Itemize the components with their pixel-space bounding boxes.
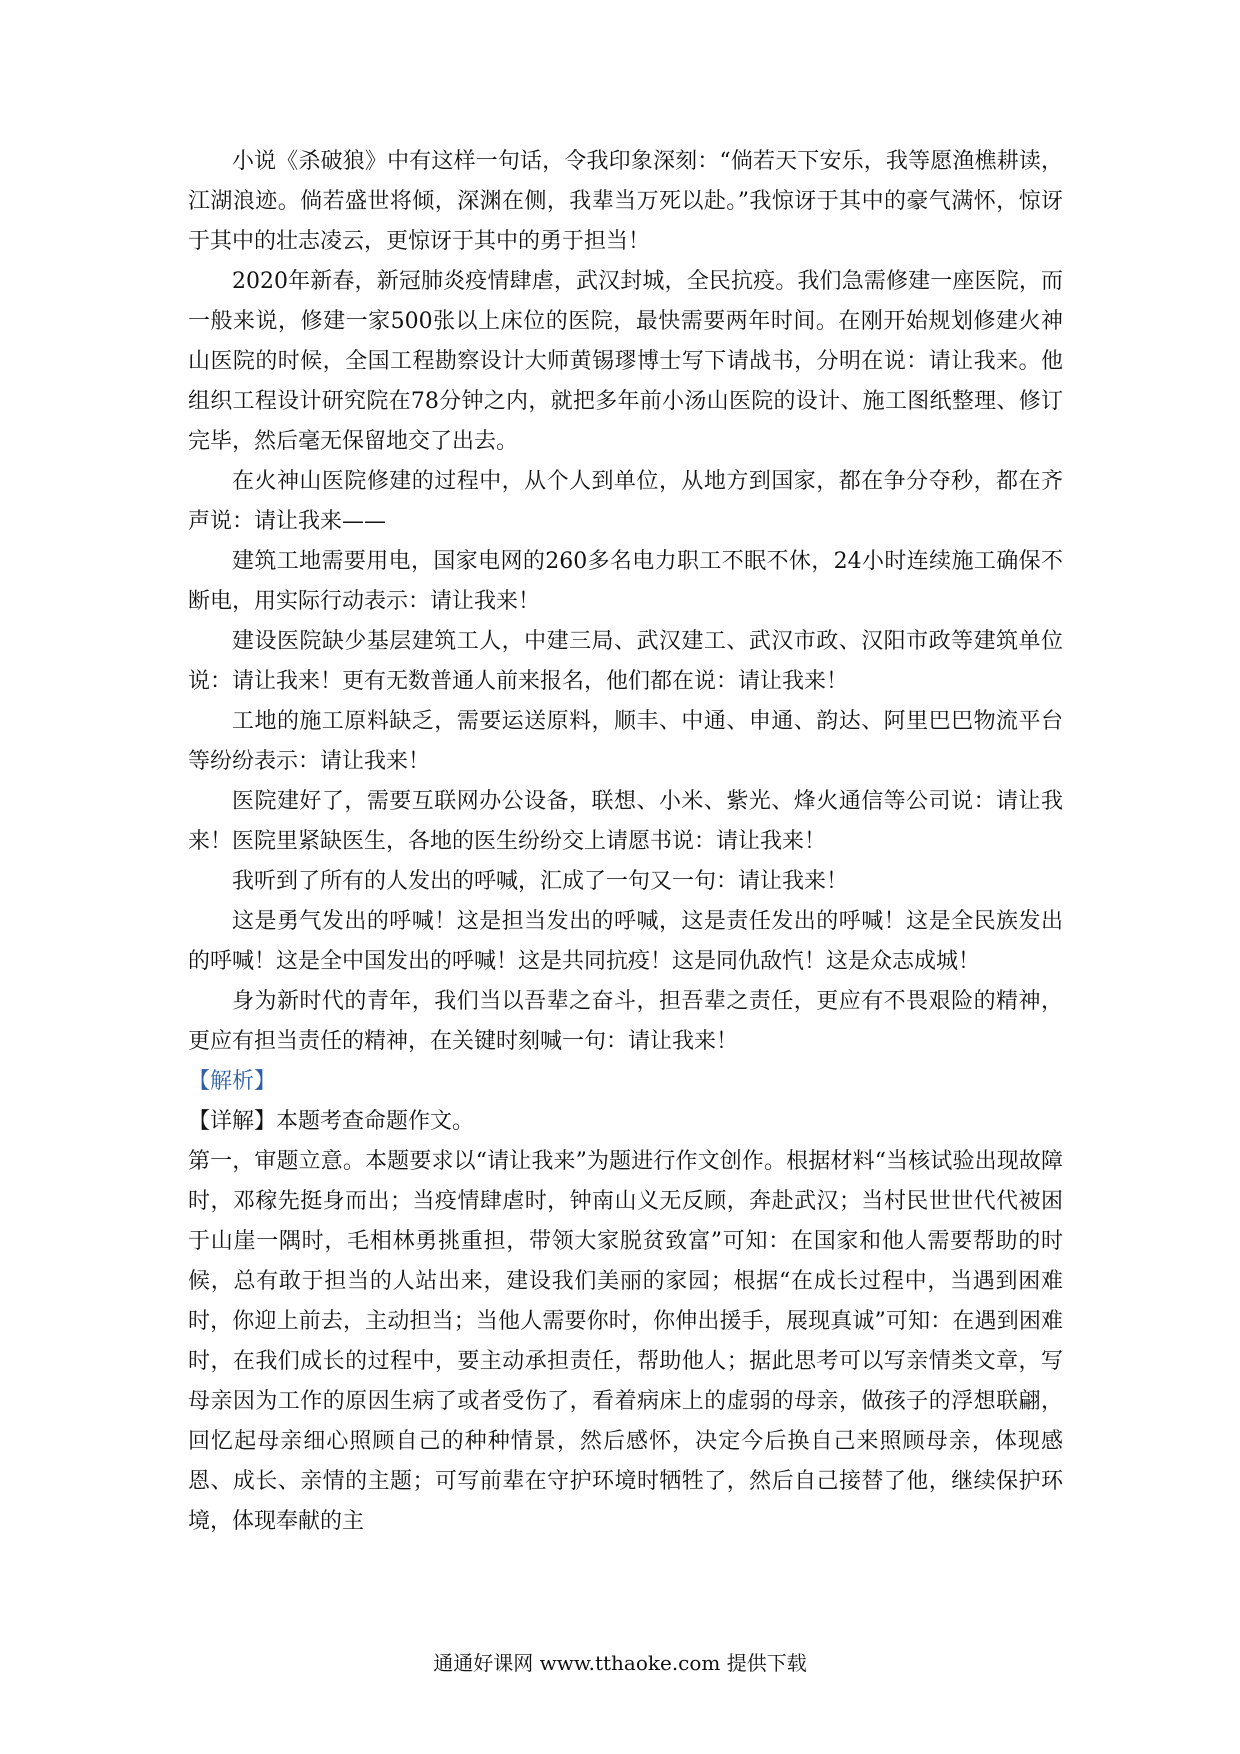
analysis-tag: 【解析】	[188, 1069, 277, 1094]
page-footer: 通通好课网 www.tthaoke.com 提供下载	[433, 1651, 807, 1675]
essay-paragraph: 2020年新春，新冠肺炎疫情肆虐，武汉封城，全民抗疫。我们急需修建一座医院，而一般来说，修建一家500张以上床位的医院，最快需要两年时间。在刚开始规划修建火神山医院的时候，全国工程勘察设计大师黄锡璆博士写下请战书，分明在说：请让我来。他组织工程设计研究院在78分钟之内，就把多年前小汤山医院的设计、施工图纸整理、修订完毕，然后毫无保留地交了出去。	[188, 269, 1063, 454]
essay-paragraph: 建设医院缺少基层建筑工人，中建三局、武汉建工、武汉市政、汉阳市政等建筑单位说：请让我来！更有无数普通人前来报名，他们都在说：请让我来！	[188, 629, 1063, 694]
essay-body	[188, 142, 1063, 1062]
essay-paragraph: 这是勇气发出的呼喊！这是担当发出的呼喊，这是责任发出的呼喊！这是全民族发出的呼喊！这是全中国发出的呼喊！这是共同抗疫！这是同仇敌忾！这是众志成城！	[188, 909, 1063, 974]
detail-line: 【详解】本题考查命题作文。	[188, 1109, 475, 1134]
essay-paragraph: 在火神山医院修建的过程中，从个人到单位，从地方到国家，都在争分夺秒，都在齐声说：请让我来——	[188, 469, 1063, 534]
essay-paragraph: 医院建好了，需要互联网办公设备，联想、小米、紫光、烽火通信等公司说：请让我来！医院里紧缺医生，各地的医生纷纷交上请愿书说：请让我来！	[188, 789, 1063, 854]
essay-paragraph: 小说《杀破狼》中有这样一句话，令我印象深刻：“倘若天下安乐，我等愿渔樵耕读，江湖浪迹。倘若盛世将倾，深渊在侧，我辈当万死以赴。”我惊讶于其中的豪气满怀，惊讶于其中的壮志凌云，更惊讶于其中的勇于担当！	[188, 149, 1064, 254]
essay-paragraph: 身为新时代的青年，我们当以吾辈之奋斗，担吾辈之责任，更应有不畏艰险的精神，更应有担当责任的精神，在关键时刻喊一句：请让我来！	[188, 989, 1063, 1054]
analysis-paragraph: 第一，审题立意。本题要求以“请让我来”为题进行作文创作。根据材料“当核试验出现故障时，邓稼先挺身而出；当疫情肆虐时，钟南山义无反顾，奔赴武汉；当村民世世代代被困于山崖一隅时，毛相林勇挑重担，带领大家脱贫致富”可知：在国家和他人需要帮助的时候，总有敢于担当的人站出来，建设我们美丽的家园；根据“在成长过程中，当遇到困难时，你迎上前去，主动担当；当他人需要你时，你伸出援手，展现真诚”可知：在遇到困难时，在我们成长的过程中，要主动承担责任，帮助他人；据此思考可以写亲情类文章，写母亲因为工作的原因生病了或者受伤了，看着病床上的虚弱的母亲，做孩子的浮想联翩，回忆起母亲细心照顾自己的种种情景，然后感怀，决定今后换自己来照顾母亲，体现感恩、成长、亲情的主题；可写前辈在守护环境时牺牲了，然后自己接替了他，继续保护环境，体现奉献的主	[188, 1149, 1063, 1534]
analysis-body	[188, 1142, 1063, 1542]
essay-paragraph: 我听到了所有的人发出的呼喊，汇成了一句又一句：请让我来！	[232, 869, 849, 894]
essay-paragraph: 建筑工地需要用电，国家电网的260多名电力职工不眠不休，24小时连续施工确保不断电，用实际行动表示：请让我来！	[188, 549, 1063, 614]
document-content	[188, 142, 1063, 1542]
essay-paragraph: 工地的施工原料缺乏，需要运送原料，顺丰、中通、申通、韵达、阿里巴巴物流平台等纷纷表示：请让我来！	[188, 709, 1063, 774]
